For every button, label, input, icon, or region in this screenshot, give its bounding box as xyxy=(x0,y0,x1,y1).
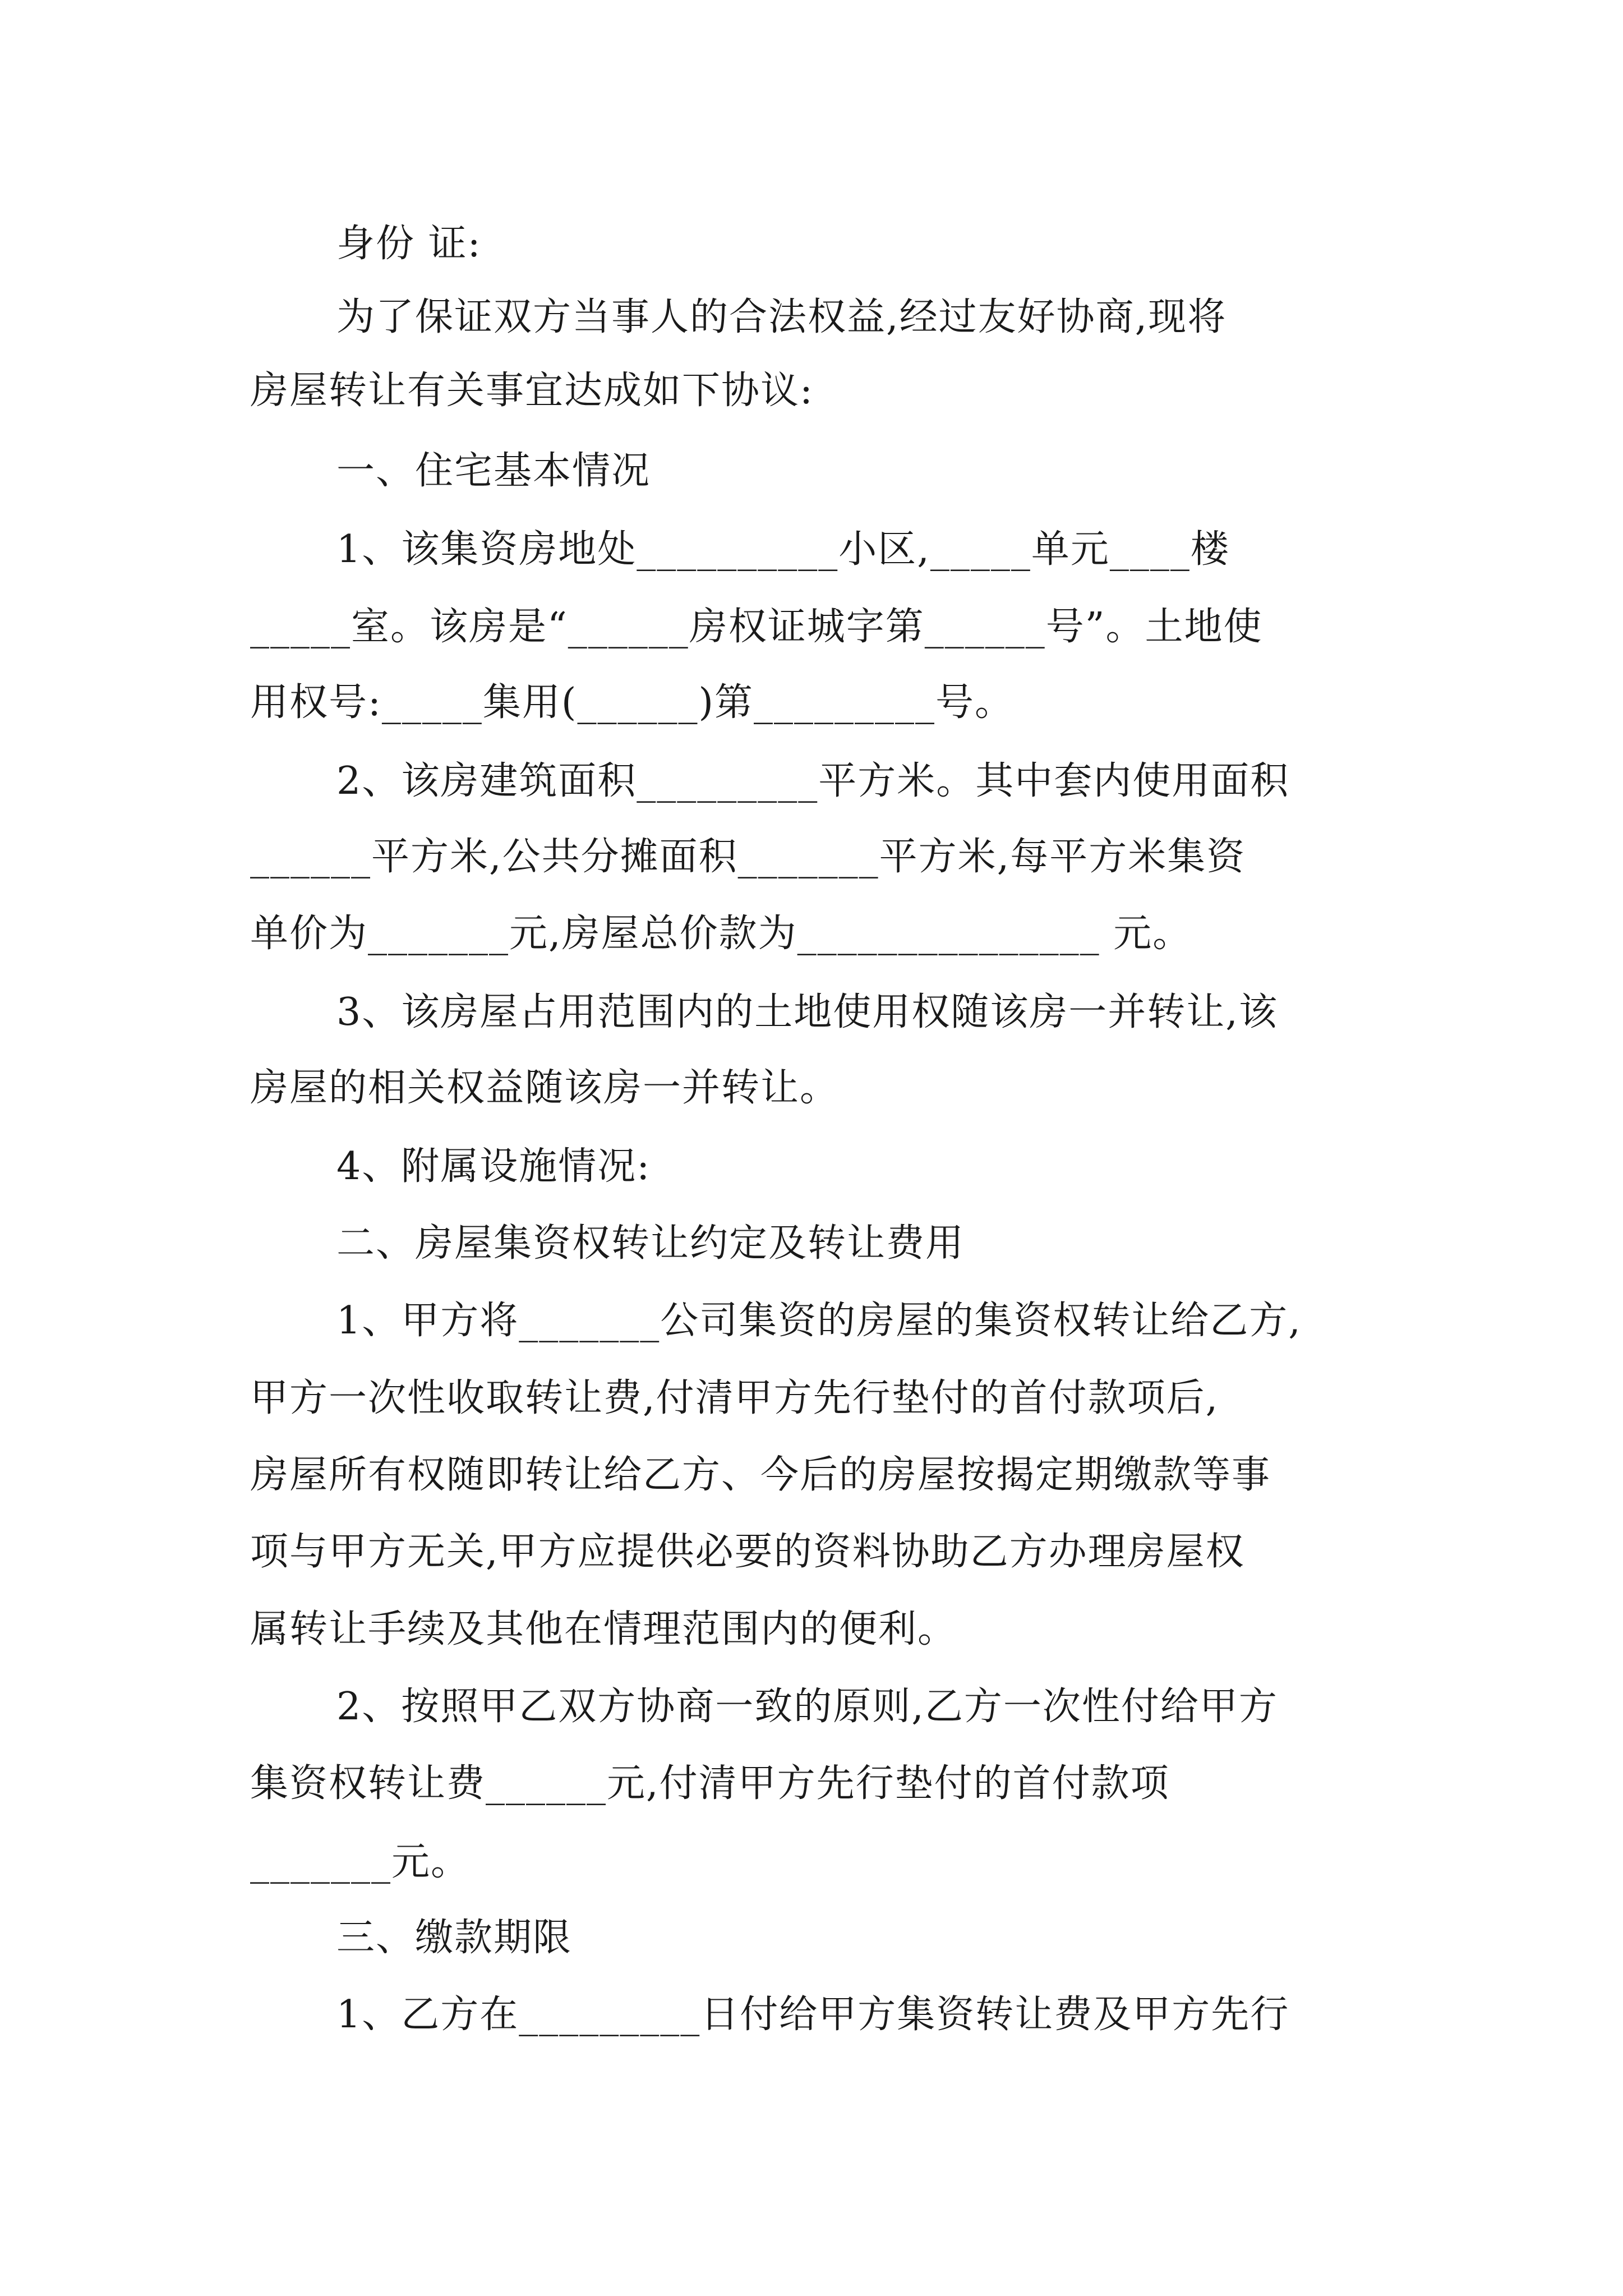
text-line-1-1a: 1、该集资房地处__________小区,_____单元____楼 xyxy=(336,527,1230,572)
text-line-1-4: 4、附属设施情况: xyxy=(336,1144,651,1189)
text-line-2-1e: 属转让手续及其他在情理范围内的便利。 xyxy=(250,1607,957,1651)
section-heading-3: 三、缴款期限 xyxy=(336,1916,573,1960)
text-line-2-1d: 项与甲方无关,甲方应提供必要的资料协助乙方办理房屋权 xyxy=(250,1530,1245,1574)
text-line-2-1c: 房屋所有权随即转让给乙方、今后的房屋按揭定期缴款等事 xyxy=(250,1453,1271,1497)
text-line-id-label: 身份 证: xyxy=(336,222,482,266)
text-line-1-3a: 3、该房屋占用范围内的土地使用权随该房一并转让,该 xyxy=(336,990,1278,1034)
text-line-2-2a: 2、按照甲乙双方协商一致的原则,乙方一次性付给甲方 xyxy=(336,1685,1278,1729)
text-line-1-2c: 单价为_______元,房屋总价款为_______________ 元。 xyxy=(250,912,1192,956)
text-line-2-1a: 1、甲方将_______公司集资的房屋的集资权转让给乙方, xyxy=(336,1299,1302,1343)
text-line-1-1c: 用权号:_____集用(______)第_________号。 xyxy=(250,680,1014,725)
text-line-2-2b: 集资权转让费______元,付清甲方先行垫付的首付款项 xyxy=(250,1761,1170,1806)
text-line-1-3b: 房屋的相关权益随该房一并转让。 xyxy=(250,1066,840,1110)
text-line-2-2c: _______元。 xyxy=(250,1840,471,1884)
text-line-1-1b: _____室。该房是“______房权证城字第______号”。土地使 xyxy=(250,605,1263,649)
text-line-intro-2: 房屋转让有关事宜达成如下协议: xyxy=(250,369,814,413)
text-line-1-2a: 2、该房建筑面积_________平方米。其中套内使用面积 xyxy=(336,759,1290,803)
section-heading-2: 二、房屋集资权转让约定及转让费用 xyxy=(336,1221,965,1266)
section-heading-1: 一、住宅基本情况 xyxy=(336,449,651,493)
text-line-2-1b: 甲方一次性收取转让费,付清甲方先行垫付的首付款项后, xyxy=(250,1376,1219,1420)
text-line-3-1a: 1、乙方在_________日付给甲方集资转让费及甲方先行 xyxy=(336,1993,1290,2037)
text-line-1-2b: ______平方米,公共分摊面积_______平方米,每平方米集资 xyxy=(250,835,1246,879)
text-line-intro-1: 为了保证双方当事人的合法权益,经过友好协商,现将 xyxy=(336,295,1227,339)
